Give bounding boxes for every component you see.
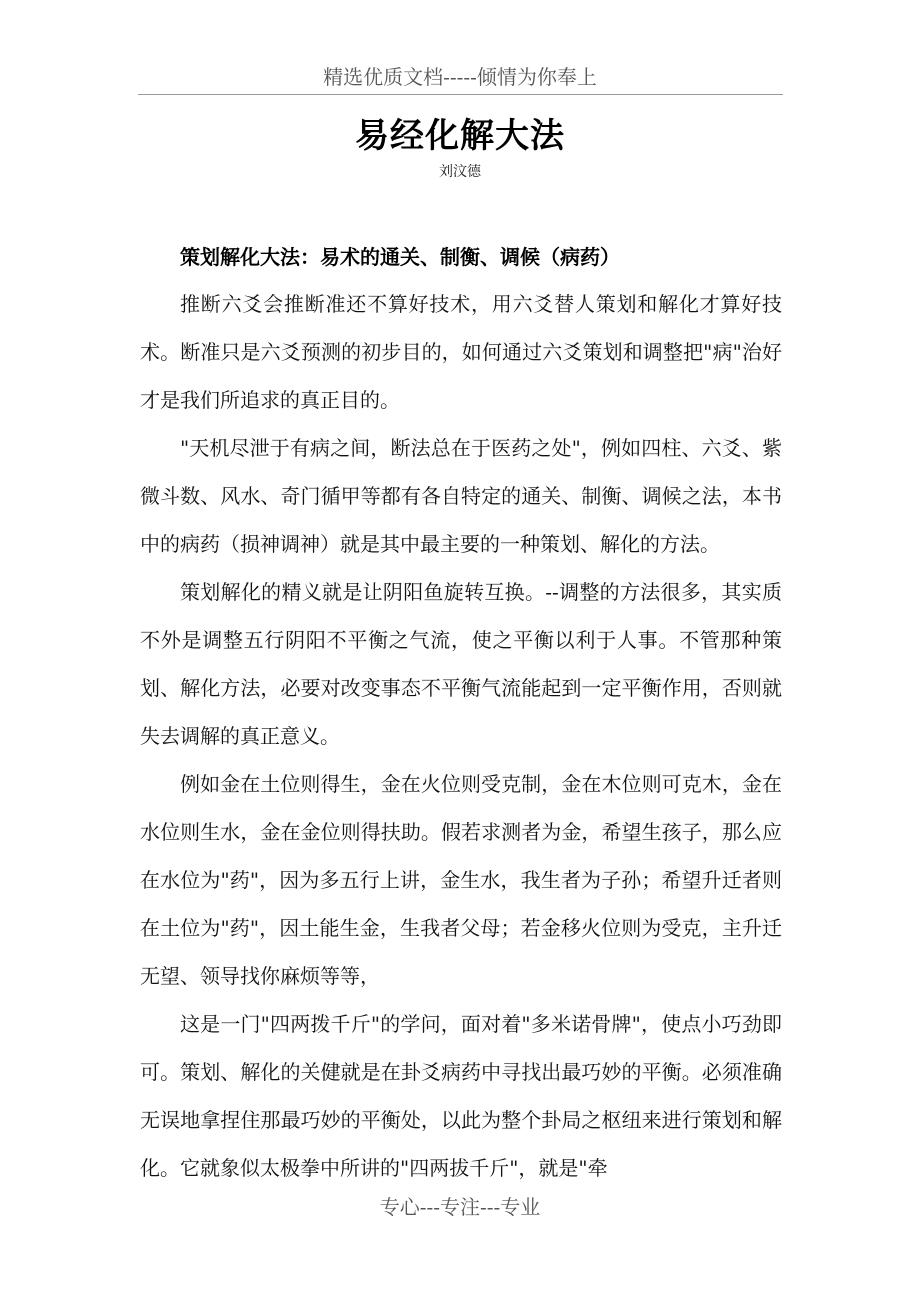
page-footer: 专心---专注---专业 <box>379 1195 541 1219</box>
paragraph-1: 推断六爻会推断准还不算好技术，用六爻替人策划和解化才算好技术。断准只是六爻预测的初步目的，如何通过六爻策划和调整把"病"治好才是我们所追求的真正目的。 <box>140 292 782 412</box>
document-title: 易经化解大法 <box>355 116 565 156</box>
section-heading: 策划解化大法：易术的通关、制衡、调候（病药） <box>180 245 620 269</box>
document-body <box>140 234 782 1192</box>
paragraph-5: 这是一门"四两拨千斤"的学问，面对着"多米诺骨牌"，使点小巧劲即可。策划、解化的关健就是在卦爻病药中寻找出最巧妙的平衡。必须准确无误地拿捏住那最巧妙的平衡处，以此为整个卦局之枢纽来进行策划和解化。它就象似太极拳中所讲的"四两拔千斤"，就是"牵 <box>140 1012 782 1180</box>
paragraph-2: "天机尽泄于有病之间，断法总在于医药之处"，例如四柱、六爻、紫微斗数、风水、奇门循甲等都有各自特定的通关、制衡、调候之法，本书中的病药（损神调神）就是其中最主要的一种策划、解化的方法。 <box>140 436 782 556</box>
paragraph-3: 策划解化的精义就是让阴阳鱼旋转互换。--调整的方法很多，其实质不外是调整五行阴阳不平衡之气流，使之平衡以利于人事。不管那种策划、解化方法，必要对改变事态不平衡气流能起到一定平衡作用，否则就失去调解的真正意义。 <box>140 580 782 748</box>
page-header: 精选优质文档-----倾情为你奉上 <box>323 65 597 89</box>
document-author: 刘汶德 <box>439 164 481 180</box>
paragraph-4: 例如金在土位则得生，金在火位则受克制，金在木位则可克木，金在水位则生水，金在金位则得扶助。假若求测者为金，希望生孩子，那么应在水位为"药"，因为多五行上讲，金生水，我生者为子孙；希望升迁者则在土位为"药"，因土能生金，生我者父母；若金移火位则为受克，主升迁无望、领导找你麻烦等等， <box>140 772 782 988</box>
header-divider <box>138 94 783 95</box>
